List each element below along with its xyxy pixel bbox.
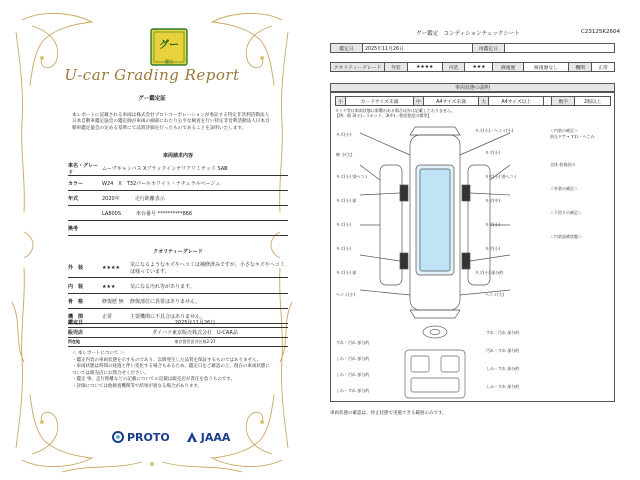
proto-logo [112,431,170,444]
cell-value: 2個以上 [575,97,611,106]
badge-logo-text: グー [159,40,179,51]
quality-row-exterior [68,258,288,278]
vehicle-row-color [68,177,288,191]
vehicle-row-year [68,192,288,206]
sheet-footnote: 車両状態の確認は、停止状態で実施できる範囲のみです。 [330,411,447,416]
cell-label: クオリティーグレード [331,63,385,72]
row-label: 換考 [68,226,79,232]
row-value: 2020年 走行距離表示 [102,196,165,202]
cell-label: 数字 [552,97,575,106]
certificate-notes [72,351,272,391]
damage-label-left: 線 小(大) [336,152,353,157]
cell-value [505,44,615,53]
side-note: ＜外装の補足＞ [550,186,578,191]
cell-value: 正常 [592,63,615,72]
badge-logo-sub: 鑑定 [165,59,173,64]
jaaa-logo [186,431,231,444]
damage-label-left: キズ(小) [336,132,352,137]
certificate-title: U-car Grading Report [64,66,240,84]
note-line: ・評価については他検査機関等で結果が異なる場合があります。 [72,383,203,389]
damage-label-right: キズ(小)・ヘコミ(小) [475,128,514,133]
row-label: 鑑定日 [68,320,84,326]
row-value: ダイハツ東京販売株式会社 U-CAR品 [152,330,238,336]
cell-label: 内装 [442,63,465,72]
quality-stars: ★★★ [102,283,116,290]
cell-value: ★★★★ [407,63,442,72]
interior-label: 汚れ・すれ 部分的 [486,348,520,353]
certificate-subtitle: グー鑑定証 [138,96,166,102]
sheet-title: グー鑑定 コンディションチェックシート [416,31,520,37]
row-value: W24 X T32パールホワイト・ナチュラルベージュ [102,181,221,187]
damage-label-left: キズ(小) [336,222,352,227]
interior-label: すれ・汚れ 部分的 [336,340,370,345]
legend-note-2: 【例：傷 3(小)＝スポット、3(中)＝程度程度の傷等】 [335,113,432,118]
quality-stars: ★★★★ [102,264,120,271]
row-value: 2025年11月26日 [174,320,216,326]
vehicle-row-remarks [68,222,288,236]
row-label: 内 装 [68,284,84,290]
appraisal-row-date [68,318,288,328]
quality-grade-table [330,62,615,72]
cell-label: 再鑑定日 [473,44,505,53]
interior-label: しみ・汚れ 部分的 [336,372,370,377]
quality-stars: 修復歴 無 [102,299,124,305]
cell-value: ★★★ [465,63,493,72]
footer-logos [112,427,232,447]
row-label: 車名・グレード [68,162,99,176]
side-note: 前左ドア→ すれ・へこみ [550,134,595,139]
interior-diagram [395,322,475,402]
note-line: ＜ 本レポートについて ＞ [72,351,125,356]
row-label: 年式 [68,196,79,202]
interior-label: しみ・すれ 部分的 [336,388,370,393]
damage-label-left: キズ(小) 部 [336,198,357,203]
interior-label: しみ・汚れ 部分的 [336,356,370,361]
appraisal-row-dealer [68,328,288,338]
cell-label: 修復歴 [493,63,523,72]
appraisal-row-address [68,338,288,347]
quality-row-frame [68,295,288,309]
damage-label-right: キズ(小) [485,222,501,227]
appraisal-date-table [330,43,615,53]
vehicle-row-name [68,162,288,176]
condition-heading: 車両状態の説明 [330,83,615,92]
damage-label-right: ヘコミ(大) [485,292,505,297]
cell-label: 機関 [569,63,592,72]
quality-row-interior [68,280,288,294]
cell-label: 鑑定日 [331,44,363,53]
certificate-body-text: 本レポートに記載される車両は株式会社プロトコーポレーションが委託する特定非営利活動法人日本自動車鑑定協会の鑑定師が車両の細部にわたり公平な検査を行い特定非営利活動法人日本自動車鑑定協会の定める基準にて品質評価を行ったものであることを証明いたします。 [72,113,270,131]
row-label: 外 装 [68,265,84,271]
side-note: 全体 装着品の [550,162,576,167]
jaaa-logo-icon [186,431,198,443]
damage-label-left: キズ(小) [336,246,352,251]
damage-label-right: キズ(小) [485,246,501,251]
cell-value: A4サイズ未満 [423,97,478,106]
row-value: 東京都世田谷区桜2-27 [174,339,216,344]
damage-label-left: ヘコミ(小) [336,292,356,297]
note-line: ・鑑定内容の車両状態を示すものであり、以降発生した品質を保証するものではありません。 [72,357,262,363]
damage-label-left: キズ(小) 部 [336,270,357,275]
note-line: ・車両状態は時間の経過と伴い変化する場合もあるため、鑑定日をご確認の上、現在の車両状態については販売店にお問合せください。 [72,364,270,376]
damage-label-right: キズ(中) [485,198,501,203]
cell-label: 中 [413,97,423,106]
vehicle-section-heading: 車両請求内容 [162,153,193,159]
cell-value: カードサイズ未満 [346,97,414,106]
jaaa-logo-text: JAAA [200,430,231,444]
quality-stars: 正常 [102,314,113,320]
side-note: ＜内装設備状態＞ [550,234,582,239]
cell-label: 大 [479,97,489,106]
cell-value: 2025年11月26日 [363,44,473,53]
side-note: ＜内装の補足＞ [550,128,578,133]
interior-label: しみ・すれ 部分的 [486,384,520,389]
cell-value: A4サイズ以上 [489,97,544,106]
proto-logo-text: PROTO [127,430,170,444]
sheet-code: C23125K2604 [581,29,620,35]
row-value: LA800S 車台番号 **********866 [102,211,193,217]
quality-section-heading: クオリティーグレード [153,249,203,255]
row-label: カラー [68,181,84,187]
row-value: ムーヴキャンバス Xブラックインテリアリミテッド SAⅢ [102,166,228,172]
interior-label: しみ・すれ 部分的 [486,366,520,371]
cell-label: 外装 [385,63,408,72]
interior-label: すれ・汚れ 部分的 [486,330,520,335]
row-label: 機 関 [68,314,84,320]
proto-logo-icon [112,431,124,443]
row-label: 所在地 [68,339,80,344]
damage-label-right: キズ(小) [485,150,501,155]
row-value: 気になる汚れ等があります。 [130,284,195,290]
row-value: 修復部位に異常はありません。 [130,299,201,305]
side-note: ＜下回りの補足＞ [550,210,582,215]
row-label: 骨 格 [68,299,84,305]
grading-certificate [2,2,302,478]
cell-value: 修復歴なし [523,63,568,72]
damage-label-left: キズ(小) 別ヘコミ [336,174,369,179]
row-value: 気になるようなキズやヘコミは補修済みですが、小さなキズやヘコミは残っています。 [130,261,285,275]
damage-label-right: キズ(小) 部分的 [475,270,504,275]
note-line: ・鑑定 事、走行距離などの記載についての記載は販売店が責任を負うものです。 [72,377,235,383]
row-label: 販売店 [68,330,84,336]
row-value: 主要機関に不具合はありません。 [130,314,206,320]
cell-label: 小 [336,97,346,106]
legend-note-1: タイヤ等は車両状態に影響がある場合以外は記載しておりません。 [335,108,456,113]
vehicle-row-chassis [68,207,288,221]
damage-label-right: キズ(小) 別ヘコミ [485,174,518,179]
